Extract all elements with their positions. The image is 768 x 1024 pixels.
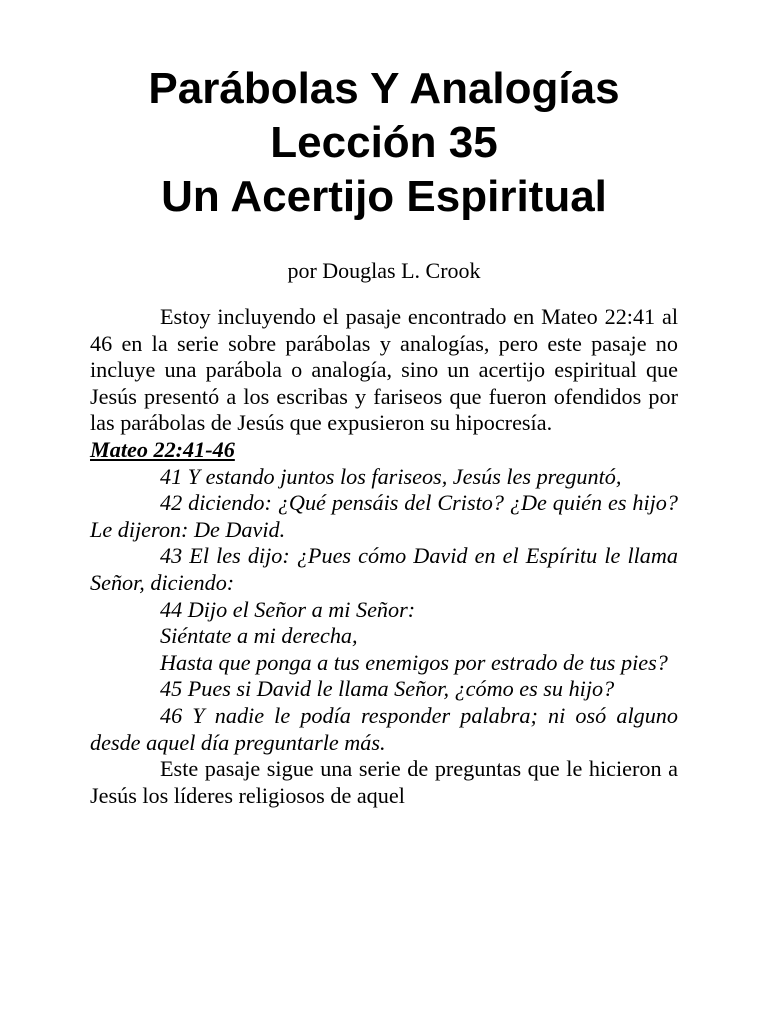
verse-43: 43 El les dijo: ¿Pues cómo David en el Espíritu le llama Señor, diciendo: <box>90 543 678 595</box>
verse-41: 41 Y estando juntos los fariseos, Jesús les preguntó, <box>160 463 622 489</box>
title-line-lesson: Lección 35 <box>270 118 498 167</box>
intro-paragraph: Estoy incluyendo el pasaje encontrado en Mateo 22:41 al 46 en la serie sobre parábolas y analogías, pero este pasaje no incluye una parábola o analogía, sino un acertijo espiritual que Jesús presentó a los escribas y fariseos que fueron ofendidos por las parábolas de Jesús que expusieron su hipocresía. <box>90 304 678 436</box>
closing-paragraph: Este pasaje sigue una serie de preguntas que le hicieron a Jesús los líderes religiosos de aquel <box>90 756 678 808</box>
title-line-series: Parábolas Y Analogías <box>148 64 620 113</box>
verse-44-line-2: Siéntate a mi derecha, <box>160 623 358 649</box>
scripture-reference: Mateo 22:41-46 <box>90 436 235 462</box>
verse-45: 45 Pues si David le llama Señor, ¿cómo es su hijo? <box>160 676 615 702</box>
verse-44: 44 Dijo el Señor a mi Señor: <box>160 596 416 622</box>
verse-46: 46 Y nadie le podía responder palabra; ni osó alguno desde aquel día preguntarle más. <box>90 702 678 755</box>
verse-44-line-3: Hasta que ponga a tus enemigos por estrado de tus pies? <box>160 649 668 675</box>
document-page <box>90 62 678 809</box>
document-title <box>90 62 678 224</box>
author-byline: por Douglas L. Crook <box>287 258 481 283</box>
verse-42: 42 diciendo: ¿Qué pensáis del Cristo? ¿De quién es hijo? Le dijeron: De David. <box>90 490 678 542</box>
title-line-subject: Un Acertijo Espiritual <box>161 172 607 221</box>
